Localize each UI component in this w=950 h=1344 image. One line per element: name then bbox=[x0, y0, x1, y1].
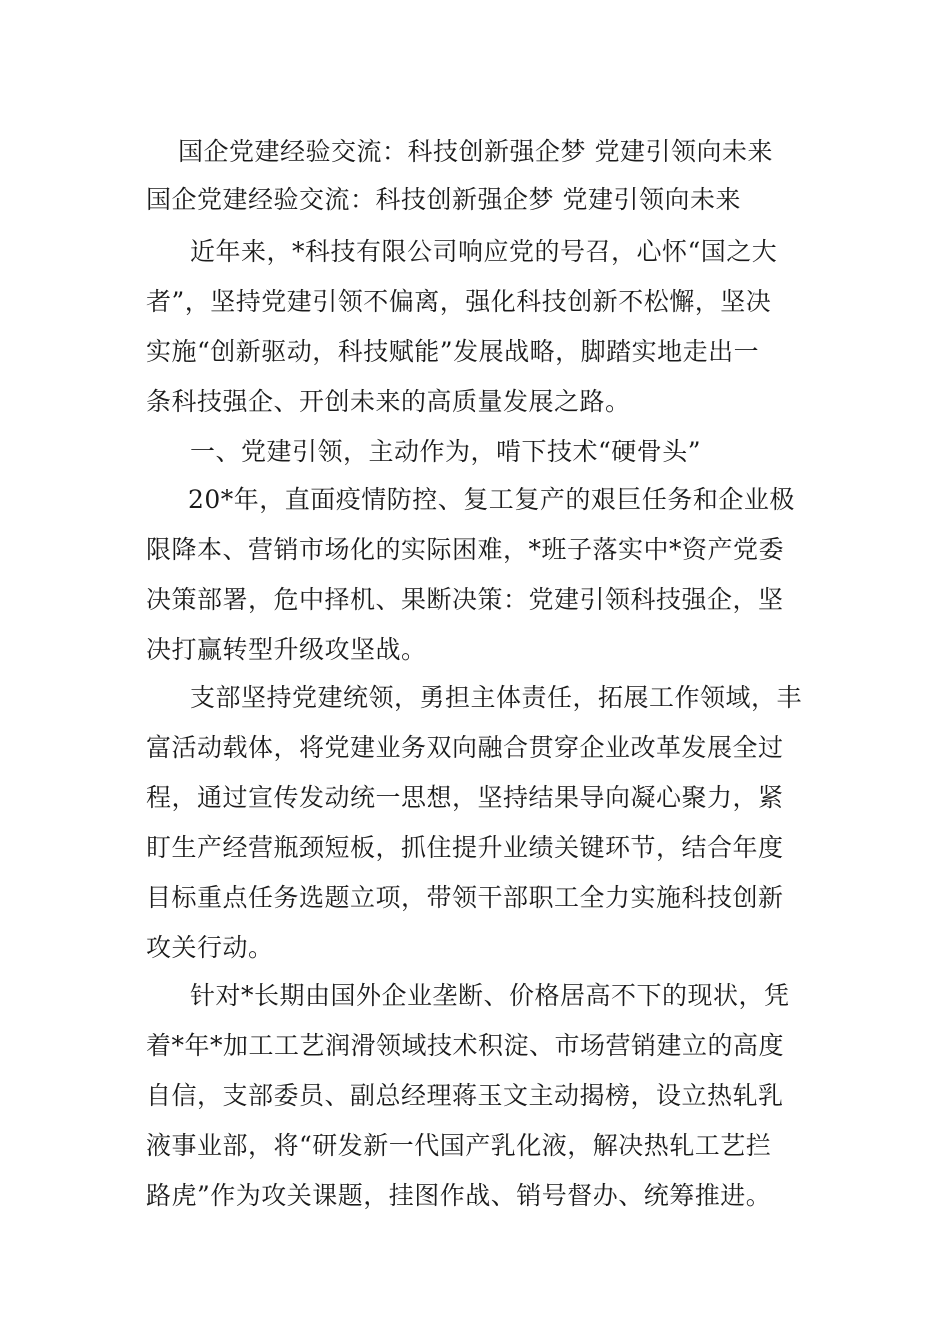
section-heading-1: 一、党建引领，主动作为，啃下技术“硬骨头” bbox=[190, 437, 702, 466]
paragraph-2-line-4: 决打赢转型升级攻坚战。 bbox=[146, 635, 427, 664]
paragraph-1-line-4: 条科技强企、开创未来的高质量发展之路。 bbox=[146, 387, 631, 416]
paragraph-3-line-6: 攻关行动。 bbox=[146, 933, 274, 962]
paragraph-1-line-2: 者”，坚持党建引领不偏离，强化科技创新不松懈，坚决 bbox=[146, 287, 772, 316]
paragraph-4-line-1: 针对*长期由国外企业垄断、价格居高不下的现状，凭 bbox=[190, 981, 790, 1010]
document-title: 国企党建经验交流：科技创新强企梦 党建引领向未来 bbox=[178, 137, 773, 166]
paragraph-3-line-1: 支部坚持党建统领，勇担主体责任，拓展工作领域，丰 bbox=[190, 683, 803, 712]
paragraph-2-line-2: 限降本、营销市场化的实际困难，*班子落实中*资产党委 bbox=[146, 535, 785, 564]
paragraph-4-line-2: 着*年*加工工艺润滑领域技术积淀、市场营销建立的高度 bbox=[146, 1031, 785, 1060]
paragraph-3-line-5: 目标重点任务选题立项，带领干部职工全力实施科技创新 bbox=[146, 883, 784, 912]
paragraph-1-line-1: 近年来，*科技有限公司响应党的号召，心怀“国之大 bbox=[190, 237, 778, 266]
paragraph-3-line-3: 程，通过宣传发动统一思想，坚持结果导向凝心聚力，紧 bbox=[146, 783, 784, 812]
paragraph-4-line-3: 自信，支部委员、副总经理蒋玉文主动揭榜，设立热轧乳 bbox=[146, 1081, 784, 1110]
paragraph-3-line-4: 盯生产经营瓶颈短板，抓住提升业绩关键环节，结合年度 bbox=[146, 833, 784, 862]
paragraph-2-line-3: 决策部署，危中择机、果断决策：党建引领科技强企，坚 bbox=[146, 585, 784, 614]
paragraph-3-line-2: 富活动载体，将党建业务双向融合贯穿企业改革发展全过 bbox=[146, 733, 784, 762]
paragraph-4-line-4: 液事业部，将“研发新一代国产乳化液，解决热轧工艺拦 bbox=[146, 1131, 772, 1160]
paragraph-1-line-3: 实施“创新驱动，科技赋能”发展战略，脚踏实地走出一 bbox=[146, 337, 760, 366]
paragraph-2-line-1: 20*年，直面疫情防控、复工复产的艰巨任务和企业极 bbox=[188, 485, 795, 514]
document-title-repeat: 国企党建经验交流：科技创新强企梦 党建引领向未来 bbox=[146, 185, 741, 214]
paragraph-4-line-5: 路虎”作为攻关课题，挂图作战、销号督办、统筹推进。 bbox=[146, 1181, 772, 1210]
